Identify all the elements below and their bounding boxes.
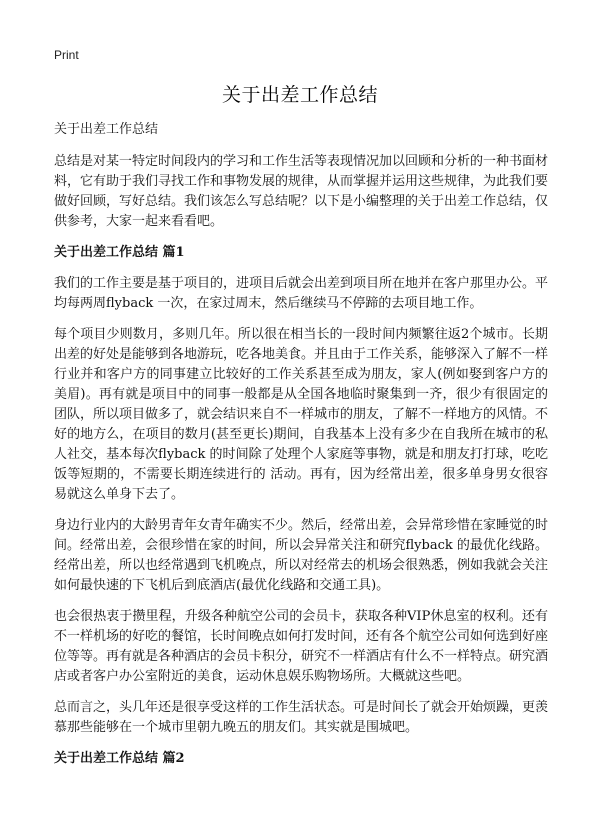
intro-paragraph: 总结是对某一特定时间段内的学习和工作生活等表现情况加以回顾和分析的一种书面材料，它有助于我们寻找工作和事物发展的规律，从而掌握并运用这些规律，为此我们要做好回顾，写好总结。我们该怎么写总结呢？以下是小编整理的关于出差工作总结，仅供参考，大家一起来看看吧。	[54, 154, 549, 229]
print-button[interactable]: Print	[54, 48, 79, 62]
section-1-paragraph-2: 每个项目少则数月，多则几年。所以很在相当长的一段时间内频繁往返2个城市。长期出差的好处是能够到各地游玩，吃各地美食。并且由于工作关系，能够深入了解不一样行业并和客户方的同事建立比较好的工作关系甚至成为朋友，家人(例如娶到客户方的美眉)。再有就是项目中的同事一般都是从全国各地临时聚集到一齐，很少有很固定的团队，所以项目做多了，就会结识来自不一样城市的朋友，了解不一样地方的风情。不好的地方么，在项目的数月(甚至更长)期间，自我基本上没有多少在自我所在城市的私人社交，基本每次flyback 的时间除了处理个人家庭等事物，就是和朋友打打球，吃吃饭等短期的，不需要长期连续进行的 活动。再有，因为经常出差，很多单身男女很容易就这么单身下去了。	[54, 327, 549, 502]
section-heading-2: 关于出差工作总结 篇2	[54, 751, 185, 766]
section-1-paragraph-5: 总而言之，头几年还是很享受这样的工作生活状态。可是时间长了就会开始烦躁，更羡慕那些能够在一个城市里朝九晚五的朋友们。其实就是围城吧。	[54, 700, 549, 735]
page-title: 关于出差工作总结	[221, 84, 378, 106]
section-1-paragraph-4: 也会很热衷于攒里程，升级各种航空公司的会员卡，获取各种VIP休息室的权利。还有不一样机场的好吃的餐馆，长时间晚点如何打发时间，还有各个航空公司如何选到好座位等等。再有就是各种酒店的会员卡积分，研究不一样酒店有什么不一样特点。研究酒店或者客户办公室附近的美食，运动休息娱乐购物场所。大概就这些吧。	[54, 609, 549, 684]
section-heading-1: 关于出差工作总结 篇1	[54, 245, 185, 260]
section-1-paragraph-3: 身边行业内的大龄男青年女青年确实不少。然后，经常出差，会异常珍惜在家睡觉的时间。经常出差，会很珍惜在家的时间，所以会异常关注和研究flyback 的最优化线路。经常出差，所以也经常遇到飞机晚点，所以对经常去的机场会很熟悉，例如我就会关注如何最快速的下飞机后到底酒店(最优化线路和交通工具)。	[54, 518, 549, 593]
section-1-paragraph-1: 我们的工作主要是基于项目的，进项目后就会出差到项目所在地并在客户那里办公。平均每两周flyback 一次，在家过周末，然后继续马不停蹄的去项目地工作。	[54, 276, 549, 311]
document-body	[54, 120, 548, 780]
document-subtitle: 关于出差工作总结	[54, 122, 159, 137]
